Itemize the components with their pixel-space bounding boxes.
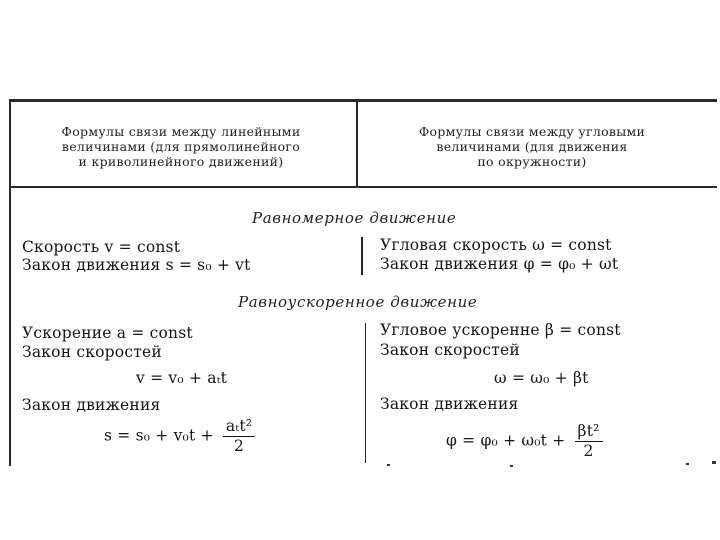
uniform-right-law: Закон движения φ = φ₀ + ωt (380, 255, 619, 273)
accel-left-fraction (223, 418, 255, 455)
accelerated-column-divider (365, 323, 366, 463)
header-column-divider (356, 100, 358, 187)
accel-left-motion-law-label: Закон движения (22, 396, 161, 414)
accel-right-angular-velocity-formula: ω = ω₀ + βt (494, 369, 589, 387)
uniform-right-angular-speed: Угловая скорость ω = const (380, 236, 612, 254)
header-right-line-1: Формулы связи между угловыми (418, 124, 646, 139)
accel-left-fraction-denominator: 2 (233, 437, 245, 455)
scan-speck (387, 464, 390, 466)
header-left-line-2: величинами (для прямолинейного (61, 139, 301, 154)
header-right (372, 124, 692, 169)
accel-right-fraction-numerator: βt² (575, 423, 603, 442)
accel-left-fraction-numerator: aₜt² (223, 418, 255, 437)
uniform-left-speed: Скорость v = const (22, 238, 181, 256)
scan-speck (686, 463, 689, 465)
header-right-line-3: по окружности) (477, 154, 587, 169)
accel-right-angular-acceleration: Угловое ускоренне β = const (380, 321, 621, 339)
accel-left-position-formula (104, 418, 255, 455)
header-left-line-1: Формулы связи между линейными (61, 124, 301, 139)
left-border (9, 100, 11, 466)
accel-left-acceleration: Ускорение a = const (22, 324, 193, 342)
table-top-rule (9, 99, 717, 102)
header-left-line-3: и криволинейного движений) (78, 154, 284, 169)
accel-right-angle-formula (446, 423, 603, 460)
accel-right-motion-law-label: Закон движения (380, 395, 519, 413)
accel-right-fraction (575, 423, 603, 460)
accel-left-velocity-formula: v = v₀ + aₜt (136, 369, 228, 387)
scan-speck (712, 461, 716, 464)
scan-speck (510, 465, 513, 467)
section-title-accelerated: Равноускоренное движение (238, 293, 478, 311)
uniform-left-law: Закон движения s = s₀ + vt (22, 256, 251, 274)
header-left (20, 124, 342, 169)
header-right-line-2: величинами (для движения (436, 139, 628, 154)
section-title-uniform: Равномерное движение (252, 209, 457, 227)
accel-right-angle-prefix: φ = φ₀ + ω₀t + (446, 431, 566, 450)
accel-left-velocity-law-label: Закон скоростей (22, 343, 162, 361)
accel-right-fraction-denominator: 2 (583, 442, 594, 460)
accel-left-position-prefix: s = s₀ + v₀t + (104, 426, 214, 445)
header-divider-rule (9, 186, 717, 188)
uniform-column-divider (361, 237, 363, 275)
accel-right-velocity-law-label: Закон скоростей (380, 341, 520, 359)
